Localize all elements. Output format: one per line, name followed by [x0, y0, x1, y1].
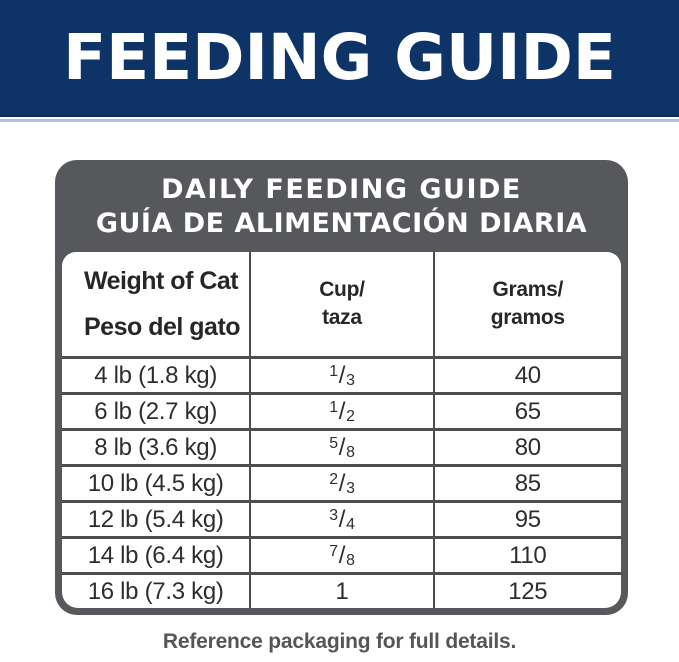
column-header-cup	[249, 252, 432, 356]
grams-cell: 125	[433, 572, 621, 608]
grams-cell: 85	[433, 464, 621, 500]
feeding-guide-card	[55, 160, 628, 615]
cup-value: $^3$/4	[329, 505, 355, 533]
cup-value: $^1$/2	[329, 397, 355, 425]
footer-note: Reference packaging for full details.	[162, 630, 517, 653]
weight-cell: 12 lb (5.4 kg)	[62, 500, 249, 536]
column-header-grams-en: Grams/	[492, 277, 564, 301]
feeding-table	[62, 252, 621, 608]
weight-cell: 10 lb (4.5 kg)	[62, 464, 249, 500]
grams-cell: 80	[433, 428, 621, 464]
card-title-en: DAILY FEEDING GUIDE	[161, 173, 522, 205]
weight-cell: 16 lb (7.3 kg)	[62, 572, 249, 608]
column-header-grams-es: gramos	[490, 306, 565, 329]
cup-value: $^7$/8	[329, 541, 355, 569]
weight-cell: 14 lb (6.4 kg)	[62, 536, 249, 572]
cup-cell	[249, 356, 432, 392]
banner-underline	[0, 119, 679, 122]
weight-cell: 6 lb (2.7 kg)	[62, 392, 249, 428]
cup-value: $^5$/8	[329, 433, 355, 461]
grams-cell: 95	[433, 500, 621, 536]
cup-value: $^1$/3	[329, 361, 355, 389]
cup-cell	[249, 428, 432, 464]
card-header	[55, 160, 628, 252]
weight-cell: 4 lb (1.8 kg)	[62, 356, 249, 392]
column-header-grams	[433, 252, 621, 356]
column-header-weight-en: Weight of Cat	[84, 266, 239, 295]
cup-value: 1	[335, 577, 349, 605]
cup-cell	[249, 464, 432, 500]
weight-cell: 8 lb (3.6 kg)	[62, 428, 249, 464]
grams-cell: 110	[433, 536, 621, 572]
column-header-weight-es: Peso del gato	[84, 312, 241, 341]
column-header-cup-es: taza	[322, 306, 362, 329]
banner-title: FEEDING GUIDE	[63, 21, 616, 94]
cup-value: $^2$/3	[329, 469, 355, 497]
card-title-es: GUÍA DE ALIMENTACIÓN DIARIA	[95, 207, 588, 239]
cup-cell	[249, 392, 432, 428]
cup-cell	[249, 572, 432, 608]
banner	[0, 0, 679, 117]
cup-cell	[249, 536, 432, 572]
cup-cell	[249, 500, 432, 536]
column-header-cup-en: Cup/	[319, 277, 365, 301]
grams-cell: 40	[433, 356, 621, 392]
column-header-weight	[62, 252, 249, 356]
grams-cell: 65	[433, 392, 621, 428]
